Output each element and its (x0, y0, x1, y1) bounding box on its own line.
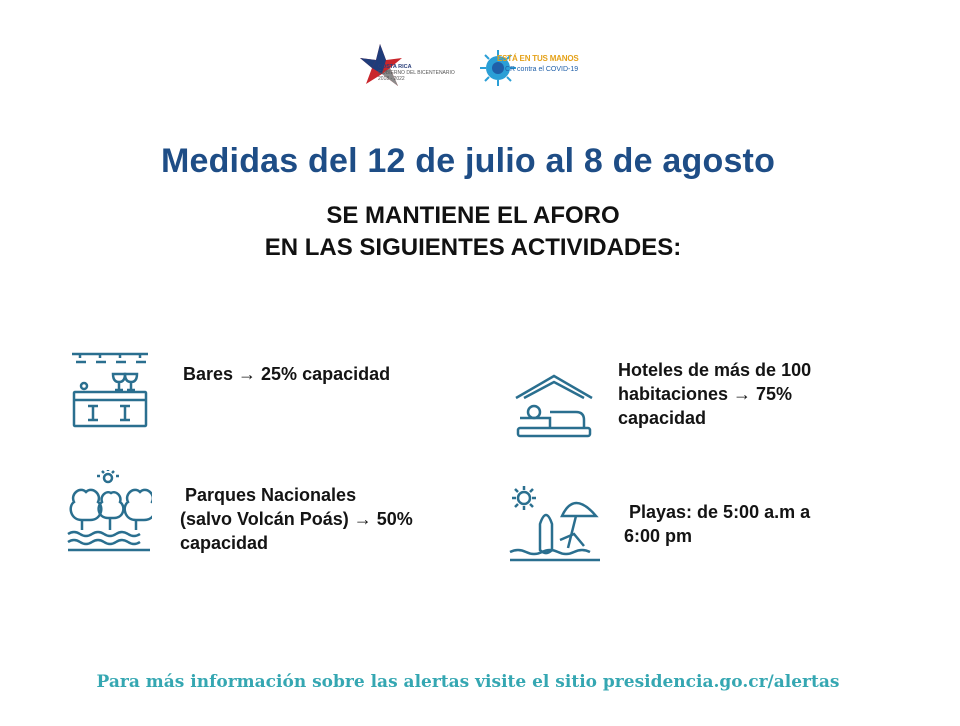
page-subtitle (0, 200, 946, 264)
item-hoteles-line3: capacidad (618, 408, 707, 428)
item-bares (183, 362, 390, 386)
item-bares-line1: Bares → 25% capacidad (183, 364, 391, 384)
footer-info: Para más información sobre las alertas visite el sitio presidencia.go.cr/alertas (96, 672, 840, 692)
item-parques-line3: capacidad (180, 533, 269, 553)
gov-logo-line1: COSTA RICA (378, 64, 412, 70)
item-hoteles (618, 358, 811, 430)
page-title: Medidas del 12 de julio al 8 de agosto (160, 142, 776, 180)
hotel-icon (512, 372, 596, 444)
campaign-logo-line1: ESTÁ EN TUS MANOS (497, 54, 579, 63)
subtitle-line1: SE MANTIENE EL AFORO (326, 202, 620, 229)
subtitle-line2: EN LAS SIGUIENTES ACTIVIDADES: (264, 234, 682, 261)
item-playas-line2: 6:00 pm (624, 526, 693, 546)
gov-logo-line2: GOBIERNO DEL BICENTENARIO (378, 70, 455, 76)
item-parques-line1: Parques Nacionales (180, 485, 357, 505)
item-hoteles-line1: Hoteles de más de 100 (618, 360, 812, 380)
item-playas-line1: Playas: de 5:00 a.m a (624, 502, 811, 522)
item-hoteles-line2: habitaciones → 75% (618, 384, 793, 404)
government-logo-text (378, 64, 478, 82)
item-parques-line2: (salvo Volcán Poás) → 50% (180, 509, 413, 529)
campaign-logo-line2: CR contra el COVID-19 (505, 66, 579, 73)
item-playas (624, 500, 810, 548)
gov-logo-line3: 2018 - 2022 (378, 76, 405, 82)
beach-icon (508, 484, 602, 562)
bar-icon (70, 350, 150, 430)
park-icon (66, 470, 152, 552)
item-parques (180, 483, 413, 555)
